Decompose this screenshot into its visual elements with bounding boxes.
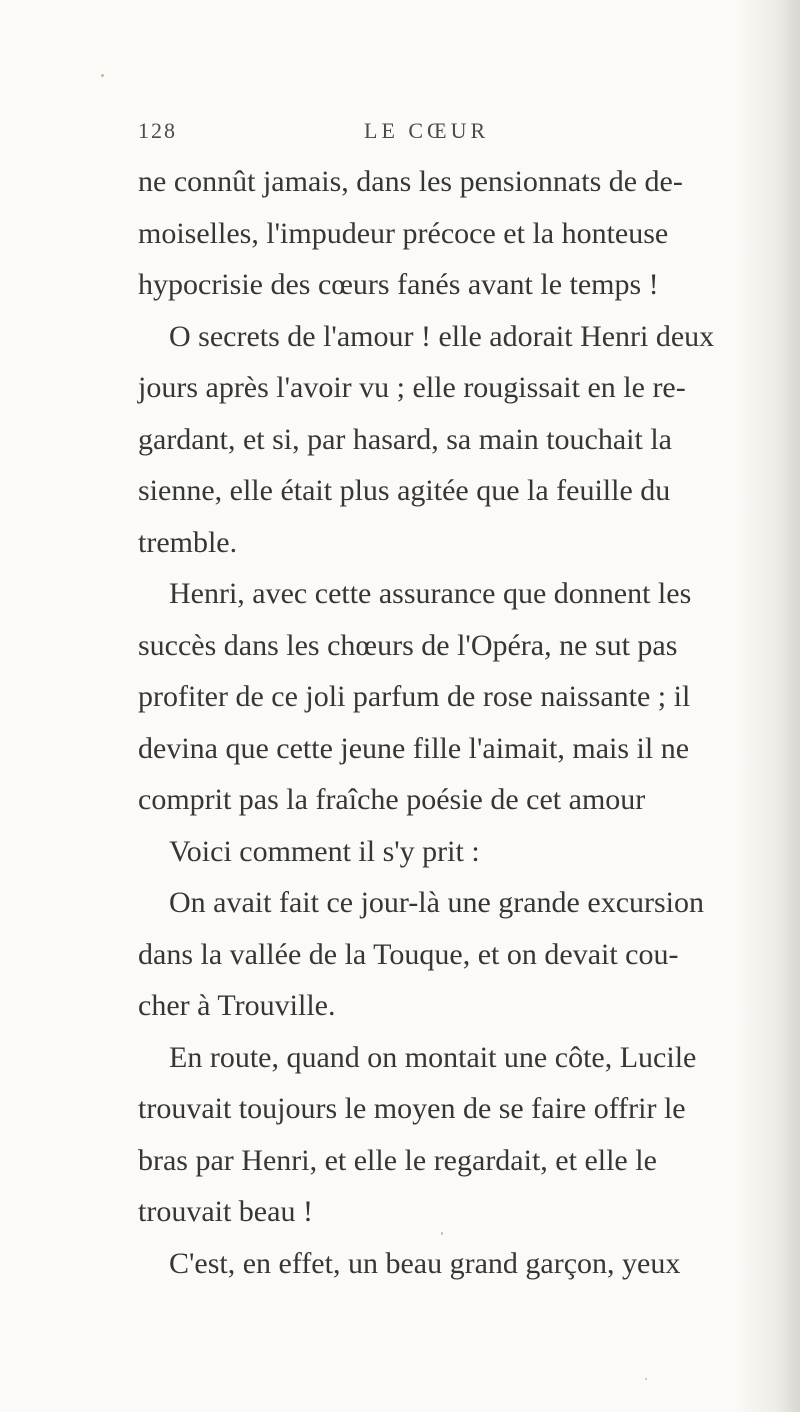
text-line: bras par Henri, et elle le regardait, et elle le — [138, 1143, 657, 1177]
text-line: succès dans les chœurs de l'Opéra, ne sut pas — [138, 628, 678, 662]
text-line: hypocrisie des cœurs fanés avant le temps ! — [138, 268, 659, 301]
text-line: Voici comment il s'y prit : — [169, 834, 480, 868]
body-text — [138, 156, 728, 1289]
text-line: C'est, en effet, un beau grand garçon, yeux — [169, 1246, 681, 1280]
paper-speck — [101, 74, 104, 77]
page-number: 128 — [138, 118, 177, 143]
running-header — [138, 118, 698, 152]
text-line: profiter de ce joli parfum de rose naissante ; il — [138, 680, 691, 713]
text-line: Henri, avec cette assurance que donnent les — [169, 577, 692, 610]
text-line: gardant, et si, par hasard, sa main touchait la — [138, 422, 672, 456]
text-line: jours après l'avoir vu ; elle rougissait en le re- — [138, 371, 686, 404]
paper-speck — [441, 1232, 443, 1235]
text-line: tremble. — [138, 525, 238, 559]
text-line: cher à Trouville. — [138, 989, 336, 1022]
text-line: devina que cette jeune fille l'aimait, mais il ne — [138, 731, 690, 765]
text-line: On avait fait ce jour-là une grande excursion — [169, 886, 705, 919]
text-line: dans la vallée de la Touque, et on devait cou- — [138, 937, 679, 971]
text-line: sienne, elle était plus agitée que la feuille du — [138, 474, 671, 507]
text-line: moiselles, l'impudeur précoce et la honteuse — [138, 216, 669, 250]
text-line: trouvait toujours le moyen de se faire offrir le — [138, 1092, 686, 1125]
text-line: En route, quand on montait une côte, Lucile — [169, 1040, 697, 1074]
text-line: trouvait beau ! — [138, 1195, 313, 1228]
text-line: ne connût jamais, dans les pensionnats de de- — [138, 165, 683, 198]
running-title: LE CŒUR — [364, 118, 490, 143]
paper-speck — [645, 1378, 647, 1380]
text-line: O secrets de l'amour ! elle adorait Henri deux — [169, 319, 715, 353]
text-line: comprit pas la fraîche poésie de cet amour — [138, 783, 646, 816]
